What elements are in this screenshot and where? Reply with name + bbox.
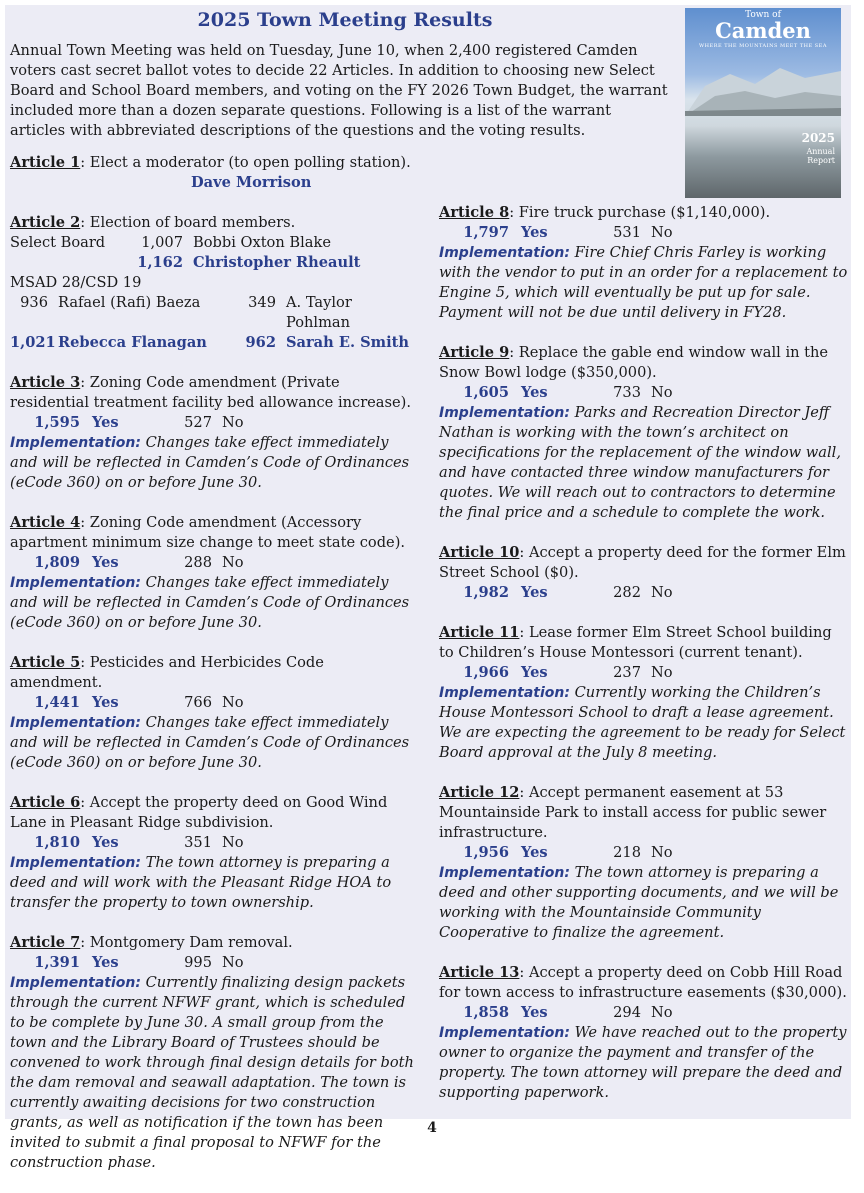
no-count: 531 — [613, 224, 641, 241]
article-5 — [10, 653, 420, 773]
no-count: 351 — [184, 834, 212, 851]
cover-town-name: Camden — [715, 18, 811, 43]
yes-count: 1,858 — [463, 1004, 509, 1021]
cover-annual: Annual — [806, 147, 835, 156]
article-description: : Pesticides and Herbicides Code amendment. — [10, 654, 324, 691]
implementation-text: Changes take effect immediately and will be reflected in Camden’s Code of Ordinances (eCode 360) on or before June 30. — [10, 714, 410, 771]
article-description: : Montgomery Dam removal. — [80, 934, 293, 951]
implementation-text: The town attorney is preparing a deed and other supporting documents, and we will be working with the Mountainside Community Cooperative to finalize the agreement. — [439, 864, 839, 941]
vote-result — [10, 413, 420, 433]
vote-result — [439, 663, 849, 683]
cover-year: 2025 — [801, 131, 835, 145]
yes-count: 1,441 — [34, 694, 80, 711]
vote-result — [10, 553, 420, 573]
implementation-note — [10, 853, 420, 913]
implementation-text: Changes take effect immediately and will be reflected in Camden’s Code of Ordinances (eCode 360) on or before June 30. — [10, 574, 410, 631]
page-number: 4 — [427, 1120, 437, 1136]
yes-count: 1,797 — [463, 224, 509, 241]
vote-result — [439, 223, 849, 243]
candidate-votes: 349 — [248, 294, 276, 311]
candidate-name-winner: Sarah E. Smith — [286, 334, 409, 351]
yes-count: 1,605 — [463, 384, 509, 401]
article-7 — [10, 933, 420, 1173]
yes-count: 1,809 — [34, 554, 80, 571]
select-board-results — [10, 233, 420, 273]
no-label: No — [222, 954, 244, 971]
article-heading: Article 2 — [10, 214, 81, 231]
article-6 — [10, 793, 420, 913]
right-column — [439, 203, 849, 1123]
article-heading: Article 1 — [10, 154, 81, 171]
implementation-label: Implementation: — [10, 715, 141, 731]
article-heading: Article 12 — [439, 784, 520, 801]
candidate-votes-winner: 962 — [245, 334, 276, 351]
vote-result — [439, 383, 849, 403]
article-description: : Lease former Elm Street School building to Children’s House Montessori (current tenant). — [439, 624, 832, 661]
article-8 — [439, 203, 849, 323]
article-11 — [439, 623, 849, 763]
left-column — [10, 153, 420, 1193]
implementation-label: Implementation: — [10, 855, 141, 871]
candidate-votes: 936 — [20, 294, 48, 311]
implementation-label: Implementation: — [10, 975, 141, 991]
article-heading: Article 13 — [439, 964, 520, 981]
no-count: 995 — [184, 954, 212, 971]
no-count: 527 — [184, 414, 212, 431]
implementation-note — [10, 973, 420, 1173]
no-count: 766 — [184, 694, 212, 711]
yes-count: 1,966 — [463, 664, 509, 681]
implementation-note — [10, 573, 420, 633]
article-heading: Article 8 — [439, 204, 510, 221]
candidate-name: A. Taylor Pohlman — [286, 294, 352, 331]
page-title: 2025 Town Meeting Results — [197, 9, 493, 31]
intro-paragraph: Annual Town Meeting was held on Tuesday, June 10, when 2,400 registered Camden voters cast secret ballot votes to decide 22 Articles. In addition to choosing new Select Board and School Board members, and voting on the FY 2026 Town Budget, the warrant included more than a dozen separate questions. Following is a list of the warrant articles with abbreviated descriptions of the questions and the voting results. — [10, 42, 668, 139]
implementation-note — [439, 863, 849, 943]
implementation-label: Implementation: — [439, 405, 570, 421]
implementation-text: We have reached out to the property owner to organize the payment and transfer of the property. The town attorney will prepare the deed and supporting paperwork. — [439, 1024, 847, 1101]
yes-count: 1,810 — [34, 834, 80, 851]
implementation-note — [439, 403, 849, 523]
no-label: No — [222, 554, 244, 571]
yes-label: Yes — [92, 834, 119, 851]
cover-annual-report — [806, 147, 835, 165]
vote-result — [10, 953, 420, 973]
implementation-note — [439, 243, 849, 323]
yes-count: 1,595 — [34, 414, 80, 431]
implementation-note — [10, 433, 420, 493]
implementation-text: Changes take effect immediately and will be reflected in Camden’s Code of Ordinances (eCode 360) on or before June 30. — [10, 434, 410, 491]
article-13 — [439, 963, 849, 1103]
article-3 — [10, 373, 420, 493]
vote-result — [439, 583, 849, 603]
no-count: 733 — [613, 384, 641, 401]
no-label: No — [651, 584, 673, 601]
yes-label: Yes — [521, 384, 548, 401]
mountain-illustration — [685, 56, 841, 116]
implementation-label: Implementation: — [439, 245, 570, 261]
vote-result — [10, 833, 420, 853]
article-12 — [439, 783, 849, 943]
candidate-votes-winner: 1,162 — [137, 254, 183, 271]
no-label: No — [222, 414, 244, 431]
moderator-winner: Dave Morrison — [191, 174, 312, 191]
annual-report-cover-image — [685, 8, 841, 198]
article-heading: Article 11 — [439, 624, 520, 641]
msad-label: MSAD 28/CSD 19 — [10, 274, 142, 291]
article-description: : Elect a moderator (to open polling station). — [80, 154, 411, 171]
school-board-results — [10, 293, 420, 353]
article-4 — [10, 513, 420, 633]
article-description: : Fire truck purchase ($1,140,000). — [509, 204, 771, 221]
no-label: No — [651, 664, 673, 681]
implementation-text: Currently working the Children’s House Montessori School to draft a lease agreement. We are expecting the agreement to be ready for Select Board approval at the July 8 meeting. — [439, 684, 846, 761]
implementation-label: Implementation: — [439, 865, 570, 881]
no-label: No — [222, 694, 244, 711]
implementation-label: Implementation: — [10, 575, 141, 591]
yes-label: Yes — [92, 554, 119, 571]
yes-label: Yes — [521, 664, 548, 681]
implementation-note — [439, 683, 849, 763]
select-board-label: Select Board — [10, 234, 106, 251]
candidate-votes-winner: 1,021 — [10, 334, 56, 351]
article-description: : Accept the property deed on Good Wind Lane in Pleasant Ridge subdivision. — [10, 794, 388, 831]
no-label: No — [651, 1004, 673, 1021]
cover-tagline: WHERE THE MOUNTAINS MEET THE SEA — [699, 43, 827, 49]
article-heading: Article 9 — [439, 344, 510, 361]
article-description: : Accept permanent easement at 53 Mountainside Park to install access for public sewer infrastructure. — [439, 784, 827, 841]
vote-result — [10, 693, 420, 713]
article-description: : Accept a property deed for the former Elm Street School ($0). — [439, 544, 846, 581]
article-heading: Article 4 — [10, 514, 81, 531]
article-description: : Replace the gable end window wall in the Snow Bowl lodge ($350,000). — [439, 344, 829, 381]
article-description: : Zoning Code amendment (Accessory apartment minimum size change to meet state code). — [10, 514, 406, 551]
cover-town-of: Town of — [745, 10, 781, 20]
article-description: : Election of board members. — [80, 214, 296, 231]
no-count: 237 — [613, 664, 641, 681]
yes-count: 1,982 — [463, 584, 509, 601]
candidate-name: Rafael (Rafi) Baeza — [58, 294, 201, 311]
no-label: No — [651, 384, 673, 401]
candidate-name: Bobbi Oxton Blake — [193, 234, 331, 251]
article-heading: Article 7 — [10, 934, 81, 951]
implementation-note — [10, 713, 420, 773]
no-label: No — [651, 844, 673, 861]
yes-label: Yes — [92, 414, 119, 431]
no-count: 282 — [613, 584, 641, 601]
candidate-name-winner: Rebecca Flanagan — [58, 334, 207, 351]
yes-label: Yes — [521, 224, 548, 241]
yes-label: Yes — [521, 1004, 548, 1021]
article-heading: Article 3 — [10, 374, 81, 391]
implementation-label: Implementation: — [439, 685, 570, 701]
no-count: 288 — [184, 554, 212, 571]
no-count: 294 — [613, 1004, 641, 1021]
article-1 — [10, 153, 420, 193]
implementation-label: Implementation: — [10, 435, 141, 451]
implementation-label: Implementation: — [439, 1025, 570, 1041]
no-count: 218 — [613, 844, 641, 861]
yes-label: Yes — [521, 584, 548, 601]
implementation-text: Parks and Recreation Director Jeff Nathan is working with the town’s architect on specifications for the replacement of the window wall, and have contacted three window manufacturers for quotes. We will reach out to contractors to determine the final price and a schedule to complete the work. — [439, 404, 841, 521]
cover-report: Report — [807, 156, 835, 165]
implementation-text: Currently finalizing design packets through the current NFWF grant, which is scheduled to be complete by June 30. A small group from the town and the Library Board of Trustees should be convened to work through final design details for both the dam removal and seawall adaptation. The town is currently awaiting decisions for two construction grants, as well as notification if the town has been invited to submit a final proposal to NFWF for the construction phase. — [10, 974, 414, 1171]
vote-result — [439, 1003, 849, 1023]
article-10 — [439, 543, 849, 603]
candidate-votes: 1,007 — [141, 234, 183, 251]
article-description: : Accept a property deed on Cobb Hill Road for town access to infrastructure easements ($30,000). — [439, 964, 847, 1001]
article-2 — [10, 213, 420, 353]
implementation-text: Fire Chief Chris Farley is working with the vendor to put in an order for a replacement to Engine 5, which will eventually be put up for sale. Payment will not be due until delivery in FY28. — [439, 244, 848, 321]
article-heading: Article 10 — [439, 544, 520, 561]
article-heading: Article 6 — [10, 794, 81, 811]
yes-count: 1,956 — [463, 844, 509, 861]
yes-label: Yes — [92, 954, 119, 971]
yes-label: Yes — [521, 844, 548, 861]
candidate-name-winner: Christopher Rheault — [193, 254, 361, 271]
article-9 — [439, 343, 849, 523]
article-heading: Article 5 — [10, 654, 81, 671]
content-panel — [5, 5, 851, 1171]
yes-count: 1,391 — [34, 954, 80, 971]
no-label: No — [222, 834, 244, 851]
no-label: No — [651, 224, 673, 241]
yes-label: Yes — [92, 694, 119, 711]
vote-result — [439, 843, 849, 863]
implementation-text: The town attorney is preparing a deed and will work with the Pleasant Ridge HOA to transfer the property to town ownership. — [10, 854, 392, 911]
implementation-note — [439, 1023, 849, 1103]
article-description: : Zoning Code amendment (Private residential treatment facility bed allowance increase). — [10, 374, 411, 411]
